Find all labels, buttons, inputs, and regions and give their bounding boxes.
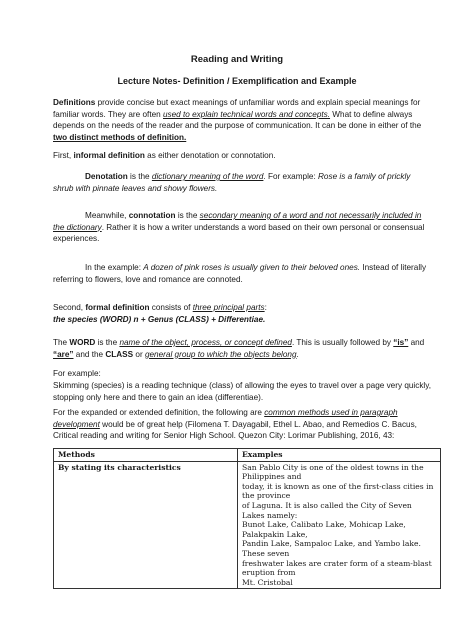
for-example-label: For example:	[53, 369, 101, 378]
term-informal-definition: informal definition	[73, 151, 145, 160]
text: First,	[53, 151, 74, 160]
table-cell-example	[238, 461, 441, 589]
connotation-paragraph	[53, 210, 433, 245]
term-definitions: Definitions	[53, 98, 96, 107]
example-text: Rose is a family of prickly shrub with pinnate leaves and showy flowers.	[53, 172, 411, 193]
example-line: today, it is known as one of the first-class cities in the province	[242, 481, 434, 501]
text: Meanwhile,	[85, 211, 129, 220]
text: consists of	[149, 303, 193, 312]
text: as either denotation or connotation.	[144, 151, 276, 160]
term-class: CLASS	[105, 349, 134, 359]
example-line: Bunot Lake, Calibato Lake, Mohicap Lake, Palakpakin Lake,	[242, 520, 406, 539]
first-paragraph	[53, 150, 433, 162]
document-title: Reading and Writing	[190, 54, 284, 65]
denotation-paragraph	[53, 171, 433, 194]
example-line: San Pablo City is one of the oldest towns in the Philippines and	[242, 462, 424, 482]
emphasis: secondary meaning of a word and not necessarily included in the dictionary	[53, 211, 422, 232]
text: . Rather it is how a writer understands a word based on their own personal or consensual experiences.	[53, 222, 425, 243]
text: and	[408, 338, 425, 347]
text: Instead of literally referring to flowers, love and romance are connoted.	[53, 263, 427, 284]
definitions-paragraph	[53, 97, 433, 143]
term-connotation: connotation	[128, 211, 176, 220]
emphasis: used to explain technical words and concepts.	[162, 109, 331, 119]
text: . For example:	[263, 172, 319, 181]
table-row	[54, 461, 441, 589]
text: :	[264, 303, 267, 312]
skimming-paragraph: Skimming (species) is a reading technique (class) of allowing the eyes to travel over a page very quickly, stopping only here and there to gain an idea (differentiae).	[53, 381, 432, 402]
emphasis: dictionary meaning of the word	[151, 172, 264, 181]
term-denotation: Denotation	[85, 172, 128, 181]
emphasis: general group to which the objects belong	[144, 349, 297, 359]
text: would be of great help (Filomena T. Dayagabil, Ethel L. Abao, and Remedios C. Bacus, Critical reading and writing for Senior High School. Quezon City: Lorimar Publishing, 2016, 43:	[53, 419, 417, 440]
text: In the example:	[85, 263, 144, 272]
text: .	[296, 349, 299, 359]
table-cell-method: By stating its characteristics	[54, 461, 238, 589]
emphasis: “is”	[393, 338, 409, 347]
emphasis: “are”	[53, 349, 74, 359]
example-line: Mt. Cristobal	[242, 577, 293, 587]
document-subtitle: Lecture Notes- Definition / Exemplification and Example	[117, 76, 357, 86]
example-line: Pandin Lake, Sampaloc Lake, and Yambo lake. These seven	[242, 539, 421, 558]
term-formal-definition: formal definition	[85, 303, 150, 312]
term-word: WORD	[69, 338, 96, 347]
emphasis: two distinct methods of definition.	[53, 132, 187, 142]
text: Second,	[53, 303, 86, 312]
text: is the	[175, 211, 200, 220]
text: The	[53, 338, 70, 347]
text: For the expanded or extended definition, the following are	[53, 408, 265, 417]
word-paragraph	[53, 337, 433, 360]
text: is the	[95, 338, 120, 347]
text: is the	[127, 172, 152, 181]
text: or	[133, 349, 145, 359]
table-header-examples: Examples	[238, 449, 441, 462]
example-paragraph	[53, 262, 433, 285]
emphasis: name of the object, process, or concept defined	[119, 338, 292, 347]
text: . This is usually followed by	[291, 338, 394, 347]
example-line: of Laguna. It is also called the City of Seven Lakes namely:	[242, 500, 412, 520]
methods-table	[53, 448, 441, 589]
formula: the species (WORD) n + Genus (CLASS) + Differentiae.	[53, 314, 266, 324]
text: provide concise but exact meanings of unfamiliar words and explain special meanings for familiar words. They are often	[53, 98, 421, 119]
text: and the	[73, 349, 106, 359]
table-header-row	[54, 449, 441, 462]
example-text: A dozen of pink roses is usually given to their beloved ones.	[143, 263, 361, 272]
example-line: freshwater lakes are crater form of a steam-blast eruption from	[242, 558, 432, 578]
table-header-methods: Methods	[54, 449, 238, 462]
emphasis: common methods used in paragraph development	[53, 408, 398, 429]
expanded-paragraph	[53, 407, 433, 442]
second-paragraph	[53, 302, 433, 325]
text: What to define always depends on the needs of the reader and the purpose of communication. It can be done in either of the	[53, 109, 422, 130]
emphasis: three principal parts	[192, 303, 265, 312]
